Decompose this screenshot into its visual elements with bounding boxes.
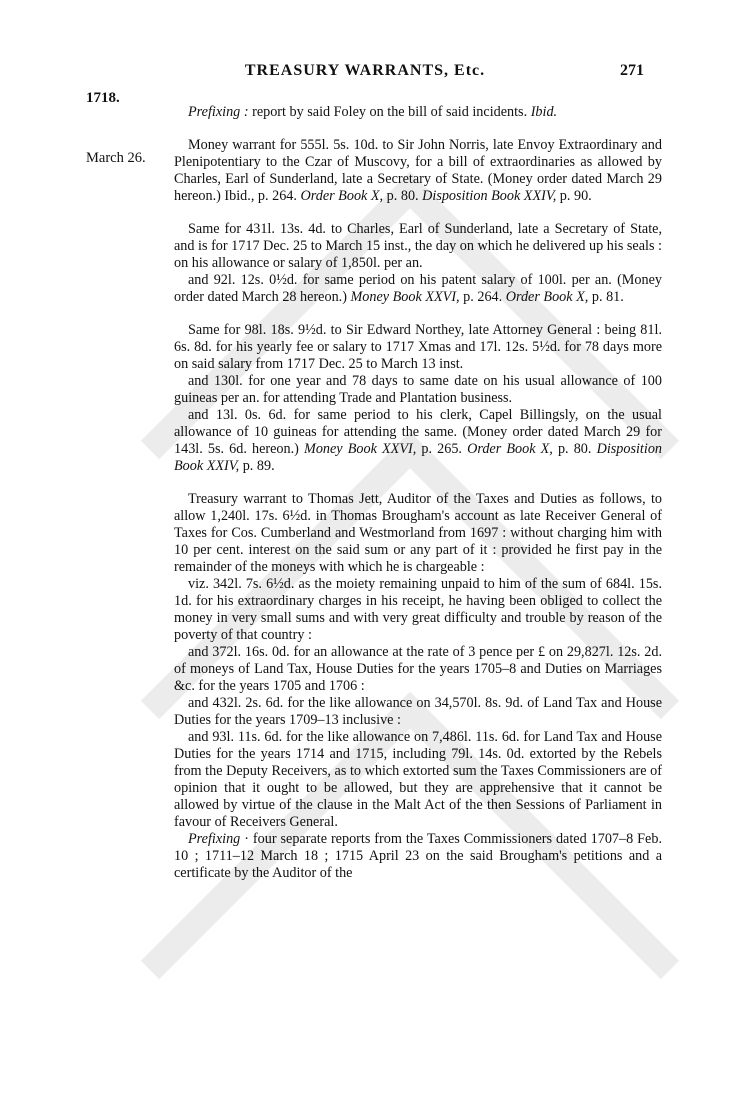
entry-northey-clerk: and 13l. 0s. 6d. for same period to his clerk, Capel Billingsly, on the usual allowance of 10 guineas for attending the same. (Money order dated March 29 for 143l. 5s. 6d. hereon.) Money Book XXVI, p. 265. Order Book X, p. 80. Disposition Book XXIV, p. 89. [174, 407, 663, 474]
date-march-26: March 26. [86, 150, 146, 166]
entry-northey: Same for 98l. 18s. 9½d. to Sir Edward Northey, late Attorney General : being 81l. 6s. 8d. for his yearly fee or salary to 1717 Xmas and 17l. 12s. 5½d. for 78 days more on said salary from 1717 Dec. 25 to March 13 inst. [174, 322, 662, 372]
page-number: 271 [620, 62, 644, 79]
prefixing-reports: Prefixing · four separate reports from the Taxes Commissioners dated 1707–8 Feb. 10 ; 1711–12 March 18 ; 1715 April 23 on the said Brougham's petitions and a certificate by the Auditor of the [174, 831, 662, 881]
entry-jett-warrant: Treasury warrant to Thomas Jett, Auditor of the Taxes and Duties as follows, to allow 1,240l. 17s. 6½d. in Thomas Brougham's account as late Receiver General of Taxes for Cos. Cumberland and Westmorland from 1697 : without charging him with 10 per cent. interest on the said sum or any part of it : provided he first pay in the remainder of the moneys with which he is chargeable : [174, 491, 662, 575]
entry-jett-allowance-2: and 432l. 2s. 6d. for the like allowance on 34,570l. 8s. 9d. of Land Tax and House Duties for the years 1709–13 inclusive : [174, 695, 662, 728]
entry-norris: Money warrant for 555l. 5s. 10d. to Sir John Norris, late Envoy Extraordinary and Plenipotentiary to the Czar of Muscovy, for a bill of extraordinaries as allowed by Charles, Earl of Sunderland, late a Secretary of State. (Money order dated March 29 hereon.) Ibid., p. 264. Order Book X, p. 80. Disposition Book XXIV, p. 90. [174, 137, 662, 204]
entry-jett-allowance-3: and 93l. 11s. 6d. for the like allowance on 7,486l. 11s. 6d. for Land Tax and House Duties for the years 1714 and 1715, including 79l. 14s. 0d. extorted by the Rebels from the Deputy Receivers, as to which extorted sum the Taxes Commissioners are of opinion that it ought to be allowed, but they are apprehensive that it cannot be allowed by virtue of the clause in the Malt Act of the then Sessions of Parliament in favour of Receivers General. [174, 729, 662, 830]
year-label: 1718. [86, 90, 120, 106]
entry-jett-allowance-1: and 372l. 16s. 0d. for an allowance at the rate of 3 pence per £ on 29,827l. 12s. 2d. of moneys of Land Tax, House Duties for the years 1705–8 and Duties on Marriages &c. for the years 1705 and 1706 : [174, 644, 662, 694]
running-title: TREASURY WARRANTS, Etc. [244, 62, 486, 79]
prefixing-note: Prefixing : report by said Foley on the bill of said incidents. Ibid. [188, 104, 558, 120]
entry-sunderland-patent: and 92l. 12s. 0½d. for same period on his patent salary of 100l. per an. (Money order dated March 28 hereon.) Money Book XXVI, p. 264. Order Book X, p. 81. [174, 272, 662, 305]
entry-northey-allowance: and 130l. for one year and 78 days to same date on his usual allowance of 100 guineas per an. for attending Trade and Plantation business. [174, 373, 662, 406]
entry-sunderland: Same for 431l. 13s. 4d. to Charles, Earl of Sunderland, late a Secretary of State, and is for 1717 Dec. 25 to March 15 inst., the day on which he delivered up his seals : on his allowance or salary of 1,850l. per an. [174, 221, 662, 271]
entry-body [174, 104, 662, 882]
entry-jett-viz: viz. 342l. 7s. 6½d. as the moiety remaining unpaid to him of the sum of 684l. 15s. 1d. for his extraordinary charges in his receipt, he having been obliged to collect the money in very small sums and with very great difficulty and trouble by reason of the poverty of that country : [174, 576, 662, 643]
